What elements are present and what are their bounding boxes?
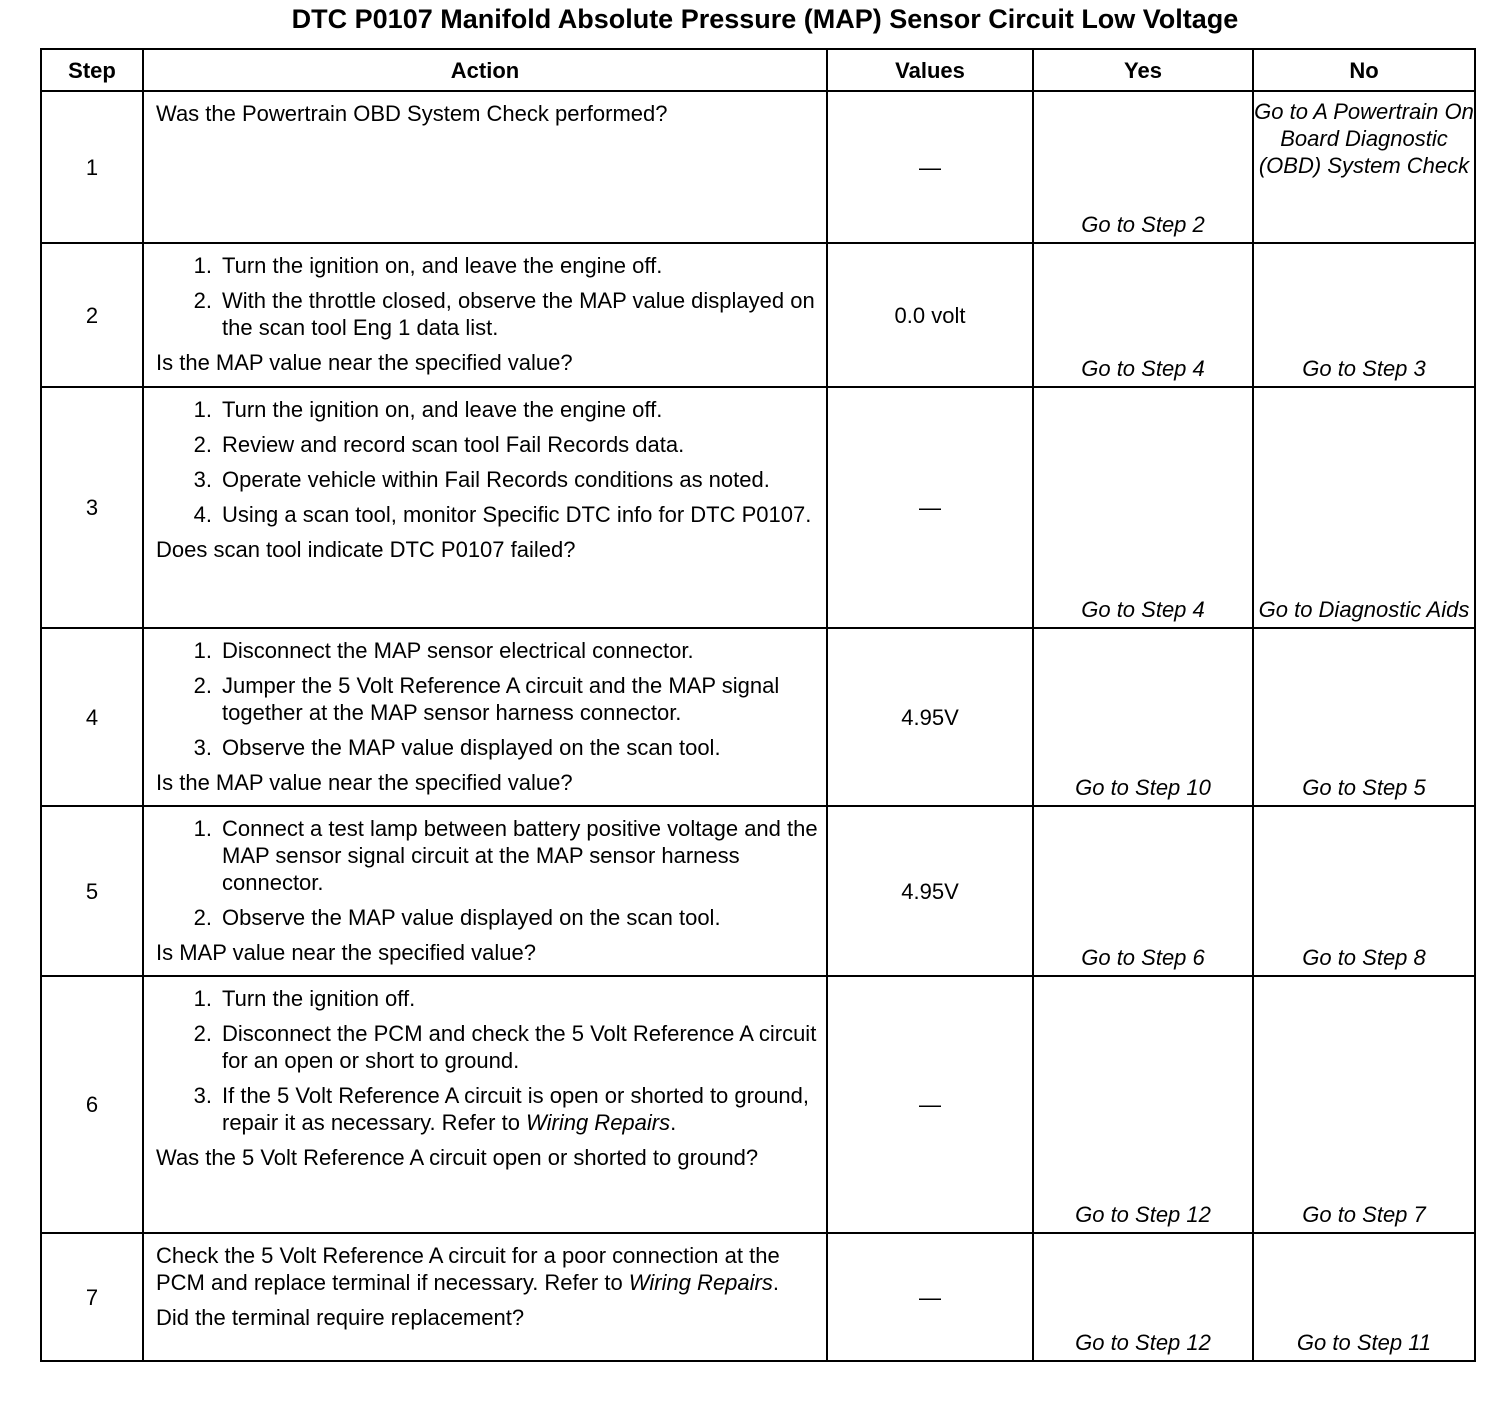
item-number: 2. bbox=[193, 905, 212, 930]
value-cell: 4.95V bbox=[827, 628, 1033, 806]
text-segment: . bbox=[670, 1110, 677, 1135]
step-number: 2 bbox=[41, 243, 143, 387]
no-action: Go to Diagnostic Aids bbox=[1253, 387, 1475, 628]
item-number: 3. bbox=[193, 467, 212, 492]
item-text: Disconnect the PCM and check the 5 Volt Reference A circuit for an open or short to ground. bbox=[222, 1021, 817, 1073]
action-cell bbox=[143, 806, 827, 976]
item-number: 2. bbox=[193, 1021, 212, 1046]
action-list-item bbox=[156, 287, 818, 341]
value-cell: — bbox=[827, 387, 1033, 628]
value-cell: — bbox=[827, 91, 1033, 243]
table-row bbox=[41, 243, 1475, 387]
no-action: Go to Step 5 bbox=[1253, 628, 1475, 806]
header-action: Action bbox=[143, 49, 827, 91]
item-number: 1. bbox=[193, 397, 212, 422]
action-list-item bbox=[156, 1020, 818, 1074]
action-cell bbox=[143, 1233, 827, 1361]
no-action: Go to Step 7 bbox=[1253, 976, 1475, 1233]
action-list-item bbox=[156, 637, 818, 664]
action-question: Does scan tool indicate DTC P0107 failed? bbox=[156, 537, 576, 562]
item-number: 3. bbox=[193, 735, 212, 760]
action-list-item bbox=[156, 396, 818, 423]
step-number: 3 bbox=[41, 387, 143, 628]
action-list-item bbox=[156, 672, 818, 726]
text-segment: Check the 5 Volt Reference A circuit for a poor connection at the PCM and replace terminal if necessary. Refer to bbox=[156, 1243, 780, 1295]
text-segment: If the 5 Volt Reference A circuit is open or shorted to ground, repair it as necessary. Refer to bbox=[222, 1083, 810, 1135]
document-title: DTC P0107 Manifold Absolute Pressure (MAP) Sensor Circuit Low Voltage bbox=[291, 4, 1239, 34]
table-row bbox=[41, 1233, 1475, 1361]
step-number: 5 bbox=[41, 806, 143, 976]
step-number: 7 bbox=[41, 1233, 143, 1361]
yes-action: Go to Step 10 bbox=[1033, 628, 1253, 806]
italic-text: Wiring Repairs bbox=[628, 1270, 773, 1295]
item-number: 4. bbox=[193, 502, 212, 527]
item-text: With the throttle closed, observe the MAP value displayed on the scan tool Eng 1 data list. bbox=[222, 288, 815, 340]
action-list-item bbox=[156, 734, 818, 761]
no-action: Go to Step 11 bbox=[1253, 1233, 1475, 1361]
header-no: No bbox=[1253, 49, 1475, 91]
item-number: 2. bbox=[193, 673, 212, 698]
item-number: 1. bbox=[193, 986, 212, 1011]
header-row bbox=[41, 49, 1475, 91]
action-cell bbox=[143, 243, 827, 387]
table-row bbox=[41, 628, 1475, 806]
value-cell: — bbox=[827, 976, 1033, 1233]
item-number: 1. bbox=[193, 253, 212, 278]
step-number: 1 bbox=[41, 91, 143, 243]
item-text: Turn the ignition on, and leave the engine off. bbox=[222, 397, 663, 422]
action-list-item bbox=[156, 815, 818, 896]
yes-action: Go to Step 6 bbox=[1033, 806, 1253, 976]
item-number: 1. bbox=[193, 638, 212, 663]
action-question: Is MAP value near the specified value? bbox=[156, 940, 536, 965]
action-question: Did the terminal require replacement? bbox=[156, 1305, 525, 1330]
no-action: Go to Step 3 bbox=[1253, 243, 1475, 387]
table-row bbox=[41, 976, 1475, 1233]
yes-action: Go to Step 12 bbox=[1033, 976, 1253, 1233]
value-cell: 4.95V bbox=[827, 806, 1033, 976]
action-cell bbox=[143, 628, 827, 806]
yes-action: Go to Step 4 bbox=[1033, 387, 1253, 628]
item-text: Operate vehicle within Fail Records conditions as noted. bbox=[222, 467, 770, 492]
item-number: 3. bbox=[193, 1083, 212, 1108]
table-row bbox=[41, 387, 1475, 628]
yes-action: Go to Step 12 bbox=[1033, 1233, 1253, 1361]
action-question: Is the MAP value near the specified value? bbox=[156, 770, 573, 795]
value-cell: 0.0 volt bbox=[827, 243, 1033, 387]
header-yes: Yes bbox=[1033, 49, 1253, 91]
action-list-item bbox=[156, 466, 818, 493]
header-step: Step bbox=[41, 49, 143, 91]
item-text: Review and record scan tool Fail Records data. bbox=[222, 432, 685, 457]
value-cell: — bbox=[827, 1233, 1033, 1361]
item-text: Connect a test lamp between battery positive voltage and the MAP sensor signal circuit at the MAP sensor harness connector. bbox=[222, 816, 818, 895]
item-number: 2. bbox=[193, 288, 212, 313]
action-list-item bbox=[156, 431, 818, 458]
action-cell bbox=[143, 387, 827, 628]
text-segment: . bbox=[772, 1270, 779, 1295]
item-number: 2. bbox=[193, 432, 212, 457]
action-question: Was the 5 Volt Reference A circuit open or shorted to ground? bbox=[156, 1145, 759, 1170]
yes-action: Go to Step 2 bbox=[1033, 91, 1253, 243]
item-text: Turn the ignition on, and leave the engine off. bbox=[222, 253, 663, 278]
text-segment: Go to bbox=[1254, 99, 1314, 124]
item-text: Observe the MAP value displayed on the scan tool. bbox=[222, 905, 721, 930]
no-action: Go to Step 8 bbox=[1253, 806, 1475, 976]
step-number: 4 bbox=[41, 628, 143, 806]
action-question: Was the Powertrain OBD System Check performed? bbox=[156, 101, 668, 126]
no-action bbox=[1253, 91, 1475, 243]
header-values: Values bbox=[827, 49, 1033, 91]
italic-text: A Powertrain On Board Diagnostic (OBD) System Check bbox=[1258, 99, 1474, 178]
yes-action: Go to Step 4 bbox=[1033, 243, 1253, 387]
action-cell bbox=[143, 976, 827, 1233]
action-list-item bbox=[156, 985, 818, 1012]
action-list-item bbox=[156, 904, 818, 931]
action-cell bbox=[143, 91, 827, 243]
action-question: Is the MAP value near the specified value? bbox=[156, 350, 573, 375]
table-row bbox=[41, 91, 1475, 243]
item-number: 1. bbox=[193, 816, 212, 841]
item-text bbox=[222, 1082, 818, 1136]
item-text: Using a scan tool, monitor Specific DTC info for DTC P0107. bbox=[222, 502, 812, 527]
action-list-item bbox=[156, 252, 818, 279]
item-text: Observe the MAP value displayed on the scan tool. bbox=[222, 735, 721, 760]
action-list-item bbox=[156, 1082, 818, 1136]
table-row bbox=[41, 806, 1475, 976]
item-text: Disconnect the MAP sensor electrical connector. bbox=[222, 638, 694, 663]
step-number: 6 bbox=[41, 976, 143, 1233]
italic-text: Wiring Repairs bbox=[526, 1110, 671, 1135]
action-paragraph bbox=[156, 1242, 818, 1296]
diagnostic-table bbox=[40, 48, 1476, 1362]
item-text: Jumper the 5 Volt Reference A circuit and the MAP signal together at the MAP sensor harness connector. bbox=[222, 673, 780, 725]
item-text: Turn the ignition off. bbox=[222, 986, 416, 1011]
action-list-item bbox=[156, 501, 818, 528]
